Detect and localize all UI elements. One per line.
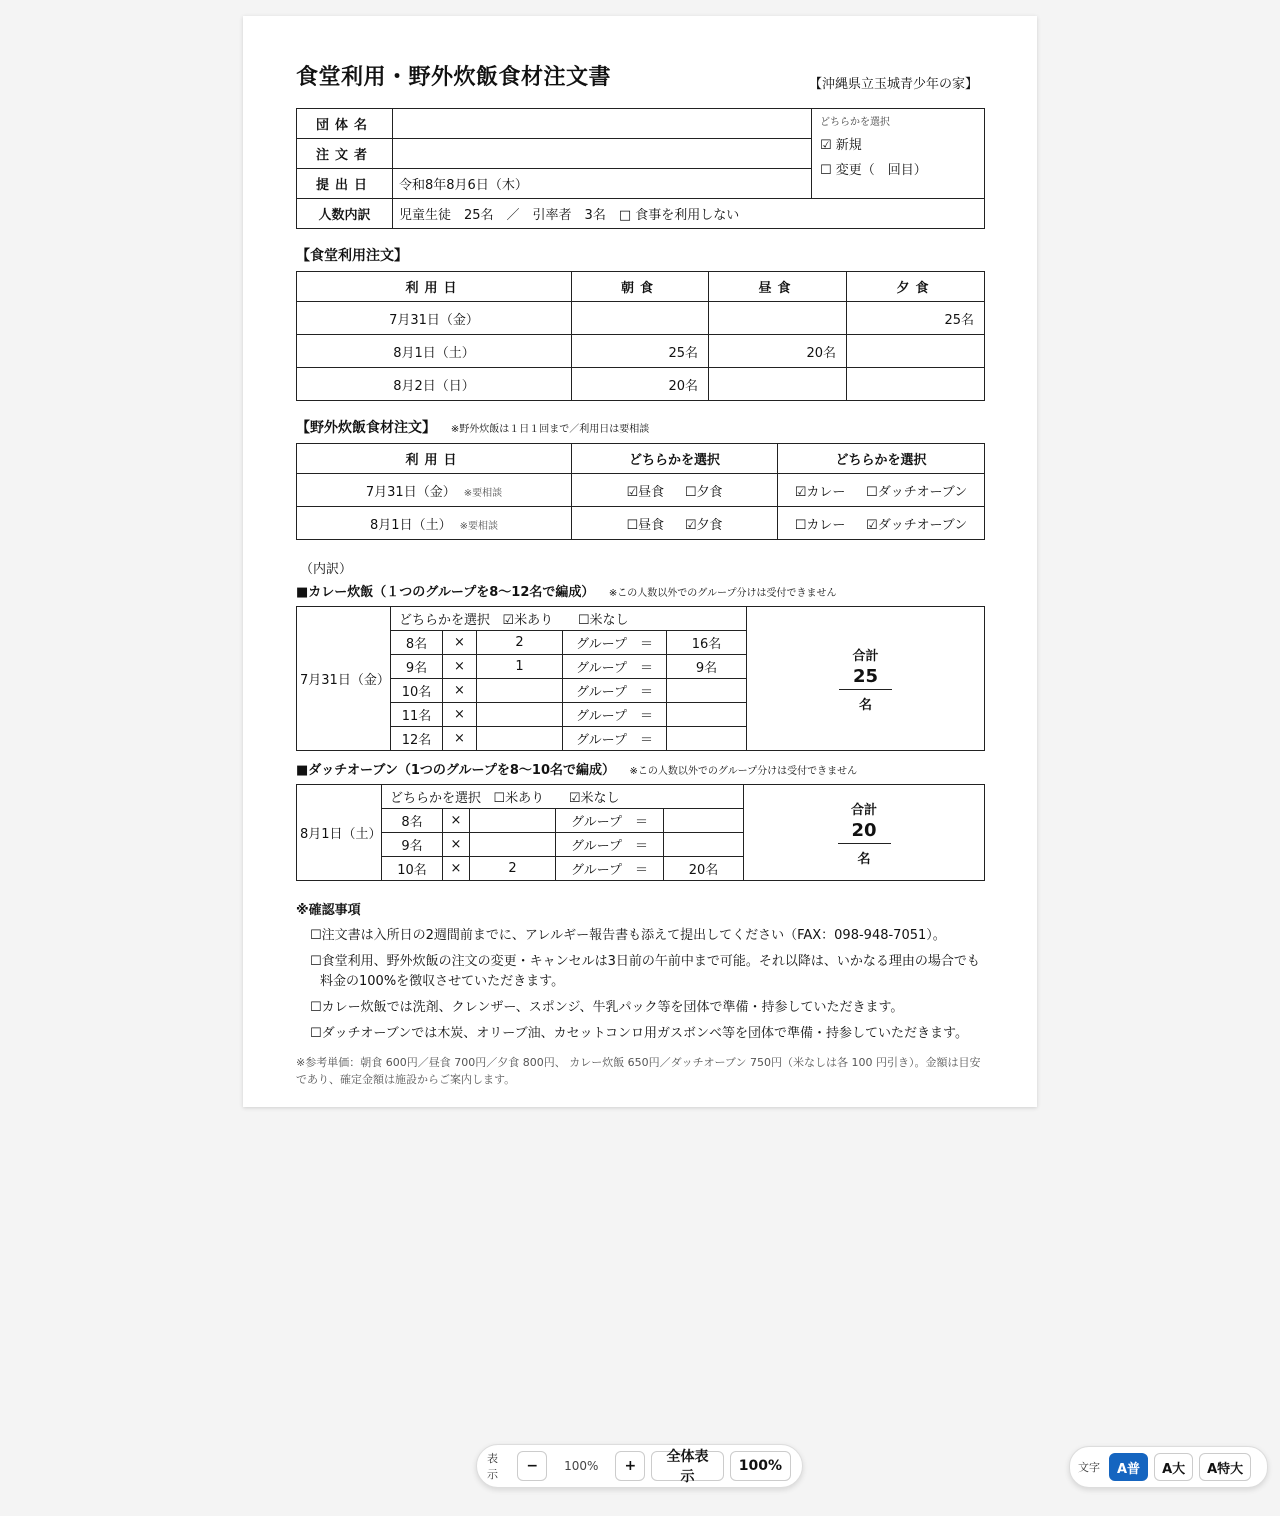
dutch-date: 8月1日（土） xyxy=(297,785,382,881)
group-result-cell[interactable] xyxy=(664,809,744,833)
outdoor-header-meal: どちらかを選択 xyxy=(572,444,778,474)
confirm-item: ☐ダッチオーブンでは木炭、オリーブ油、カセットコンロ用ガスボンベ等を団体で準備・持参していただきます。 xyxy=(310,1026,969,1041)
times-sign: × xyxy=(443,857,470,881)
group-name-label: 団体名 xyxy=(297,109,393,139)
font-label: 文字 xyxy=(1078,1461,1100,1474)
group-result-cell[interactable] xyxy=(667,703,747,727)
curry-date: 7月31日（金） xyxy=(297,607,391,751)
times-sign: × xyxy=(443,703,477,727)
group-result-cell[interactable]: 16名 xyxy=(667,631,747,655)
consult-note: ※要相談 xyxy=(463,487,503,499)
cafeteria-header-dinner: 夕食 xyxy=(847,272,985,302)
cafeteria-header-date: 利用日 xyxy=(297,272,572,302)
cafeteria-dinner-cell[interactable]: 25名 xyxy=(847,302,985,335)
curry-select-label: どちらかを選択 xyxy=(399,613,491,628)
view-toolbar xyxy=(476,1444,803,1488)
title-row xyxy=(296,60,984,108)
group-result-cell[interactable]: 20名 xyxy=(664,857,744,881)
curry-checkbox[interactable]: ☑カレー xyxy=(794,484,846,500)
view-label: 表示 xyxy=(487,1452,498,1481)
confirm-title: ※確認事項 xyxy=(296,903,361,918)
header-table xyxy=(296,108,985,229)
document-title: 食堂利用・野外炊飯食材注文書 xyxy=(296,65,612,90)
curry-checkbox[interactable]: ☐カレー xyxy=(794,517,846,533)
confirm-item: ☐注文書は入所日の2週間前までに、アレルギー報告書も添えて提出してください（FAX：098-948-7051）。 xyxy=(310,928,946,943)
group-size: 8名 xyxy=(391,631,443,655)
cafeteria-lunch-cell[interactable] xyxy=(709,368,847,401)
group-count-cell[interactable] xyxy=(477,679,563,703)
dutch-title-text: ■ダッチオーブン（1つのグループを8〜10名で編成） xyxy=(296,763,615,778)
submit-date-field[interactable]: 令和8年8月6日（木） xyxy=(393,169,812,199)
group-label: グループ ＝ xyxy=(563,655,667,679)
cafeteria-lunch-cell[interactable] xyxy=(709,302,847,335)
cafeteria-date: 8月1日（土） xyxy=(297,335,572,368)
font-size-toolbar xyxy=(1069,1446,1268,1488)
lunch-checkbox[interactable]: ☐昼食 xyxy=(626,517,665,533)
cafeteria-dinner-cell[interactable] xyxy=(847,368,985,401)
document-content xyxy=(296,60,984,1088)
table-row xyxy=(297,474,985,507)
group-count-cell[interactable] xyxy=(470,833,556,857)
cafeteria-table xyxy=(296,271,985,401)
group-result-cell[interactable] xyxy=(664,833,744,857)
group-label: グループ ＝ xyxy=(563,631,667,655)
outdoor-date-text: 8月1日（土） xyxy=(370,517,452,533)
orderer-field[interactable] xyxy=(393,139,812,169)
confirm-item-text: ☐食堂利用、野外炊飯の注文の変更・キャンセルは3日前の午前中まで可能。それ以降は、いかなる理由の場合でも xyxy=(310,954,980,969)
curry-title xyxy=(296,581,984,600)
group-size: 10名 xyxy=(391,679,443,703)
font-xlarge-button[interactable]: A特大 xyxy=(1199,1453,1251,1481)
outdoor-date xyxy=(297,474,572,507)
confirm-item: ☐カレー炊飯では洗剤、クレンザー、スポンジ、牛乳パック等を団体で準備・持参していただきます。 xyxy=(310,1000,904,1015)
cafeteria-date: 8月2日（日） xyxy=(297,368,572,401)
group-count-cell[interactable]: 2 xyxy=(470,857,556,881)
dutch-total-unit: 名 xyxy=(857,851,871,867)
dutch-rice-choice xyxy=(382,785,744,809)
times-sign: × xyxy=(443,679,477,703)
group-result-cell[interactable] xyxy=(667,727,747,751)
group-count-cell[interactable] xyxy=(477,727,563,751)
group-size: 8名 xyxy=(382,809,443,833)
document-page xyxy=(243,16,1037,1107)
group-size: 9名 xyxy=(382,833,443,857)
people-label: 人数内訳 xyxy=(297,199,393,229)
group-result-cell[interactable]: 9名 xyxy=(667,655,747,679)
table-row xyxy=(297,368,985,401)
dutch-total-label: 合計 xyxy=(851,802,878,818)
consult-note: ※要相談 xyxy=(459,520,498,532)
table-row xyxy=(297,302,985,335)
times-sign: × xyxy=(443,631,477,655)
curry-total xyxy=(747,607,985,751)
meal-choice xyxy=(572,507,778,540)
fit-all-button[interactable]: 全体表示 xyxy=(651,1451,724,1481)
dutch-total xyxy=(744,785,985,881)
curry-total-value: 25 xyxy=(839,664,892,690)
outdoor-date xyxy=(297,507,572,540)
meal-choice xyxy=(572,474,778,507)
group-label: グループ ＝ xyxy=(556,857,664,881)
curry-total-unit: 名 xyxy=(859,697,873,713)
group-count-cell[interactable] xyxy=(470,809,556,833)
zoom-out-button[interactable]: − xyxy=(517,1451,547,1481)
cafeteria-breakfast-cell[interactable]: 20名 xyxy=(572,368,709,401)
menu-choice xyxy=(778,474,985,507)
curry-rice-yes-checkbox[interactable]: ☑米あり xyxy=(502,613,554,628)
cafeteria-breakfast-cell[interactable] xyxy=(572,302,709,335)
curry-rice-choice xyxy=(391,607,747,631)
curry-note: ※この人数以外でのグループ分けは受付できません xyxy=(608,588,837,599)
outdoor-section-title xyxy=(296,417,984,437)
dutch-select-label: どちらかを選択 xyxy=(390,791,482,806)
orderer-label: 注文者 xyxy=(297,139,393,169)
group-count-cell[interactable]: 2 xyxy=(477,631,563,655)
group-size: 10名 xyxy=(382,857,443,881)
dutch-title xyxy=(296,759,984,778)
group-label: グループ ＝ xyxy=(563,703,667,727)
submit-date-label: 提出日 xyxy=(297,169,393,199)
group-count-cell[interactable] xyxy=(477,703,563,727)
facility-name: 【沖縄県立玉城青少年の家】 xyxy=(808,77,978,92)
cafeteria-dinner-cell[interactable] xyxy=(847,335,985,368)
group-label: グループ ＝ xyxy=(563,679,667,703)
outdoor-header-date: 利用日 xyxy=(297,444,572,474)
dinner-checkbox[interactable]: ☐夕食 xyxy=(684,484,723,500)
group-label: グループ ＝ xyxy=(556,833,664,857)
reference-price-note: ※参考単価：朝食 600円／昼食 700円／夕食 800円、 カレー炊飯 650円／ダッチオーブン 750円（米なしは各 100 円引き）。金額は目安であり、確定金額は施設からご案内します。 xyxy=(296,1056,981,1086)
outdoor-note: ※野外炊飯は１日１回まで／利用日は要相談 xyxy=(450,424,650,435)
cafeteria-header-lunch: 昼食 xyxy=(709,272,847,302)
confirm-item xyxy=(310,952,984,992)
dutch-rice-yes-checkbox[interactable]: ☐米あり xyxy=(493,791,545,806)
breakdown-label: （内訳） xyxy=(300,562,353,577)
choice-new-checkbox[interactable]: ☑ 新規 xyxy=(820,138,862,153)
times-sign: × xyxy=(443,655,477,679)
times-sign: × xyxy=(443,833,470,857)
choice-change-checkbox[interactable]: ☐ 変更（ 回目） xyxy=(820,163,927,178)
group-size: 9名 xyxy=(391,655,443,679)
curry-title-text: ■カレー炊飯（１つのグループを8〜12名で編成） xyxy=(296,585,595,600)
curry-total-label: 合計 xyxy=(852,648,879,664)
dutch-group-table xyxy=(296,784,985,881)
outdoor-header-menu: どちらかを選択 xyxy=(778,444,985,474)
times-sign: × xyxy=(443,727,477,751)
menu-choice xyxy=(778,507,985,540)
table-row xyxy=(297,507,985,540)
dutch-oven-checkbox[interactable]: ☐ダッチオーブン xyxy=(866,484,968,500)
dutch-note: ※この人数以外でのグループ分けは受付できません xyxy=(629,766,858,777)
curry-rice-no-checkbox[interactable]: ☐米なし xyxy=(577,613,629,628)
cafeteria-section-title: 【食堂利用注文】 xyxy=(296,248,408,264)
choice-title: どちらかを選択 xyxy=(820,117,890,128)
outdoor-date-text: 7月31日（金） xyxy=(365,484,456,500)
dinner-checkbox[interactable]: ☑夕食 xyxy=(684,517,723,533)
actual-size-button[interactable]: 100% xyxy=(730,1451,791,1481)
times-sign: × xyxy=(443,809,470,833)
group-size: 12名 xyxy=(391,727,443,751)
font-normal-button[interactable]: A普 xyxy=(1109,1453,1148,1481)
curry-group-table xyxy=(296,606,985,751)
group-count-cell[interactable]: 1 xyxy=(477,655,563,679)
cafeteria-lunch-cell[interactable]: 20名 xyxy=(709,335,847,368)
group-label: グループ ＝ xyxy=(563,727,667,751)
group-result-cell[interactable] xyxy=(667,679,747,703)
dutch-rice-no-checkbox[interactable]: ☑米なし xyxy=(568,791,620,806)
lunch-checkbox[interactable]: ☑昼食 xyxy=(626,484,665,500)
new-change-choice xyxy=(812,109,985,199)
font-large-button[interactable]: A大 xyxy=(1154,1453,1193,1481)
dutch-oven-checkbox[interactable]: ☑ダッチオーブン xyxy=(866,517,968,533)
group-size: 11名 xyxy=(391,703,443,727)
outdoor-title-text: 【野外炊飯食材注文】 xyxy=(296,420,436,436)
table-row xyxy=(297,335,985,368)
group-name-field[interactable] xyxy=(393,109,812,139)
zoom-level: 100% xyxy=(564,1459,599,1473)
cafeteria-breakfast-cell[interactable]: 25名 xyxy=(572,335,709,368)
confirm-item-continuation: 料金の100%を徴収させていただきます。 xyxy=(320,974,565,989)
group-label: グループ ＝ xyxy=(556,809,664,833)
cafeteria-date: 7月31日（金） xyxy=(297,302,572,335)
zoom-in-button[interactable]: + xyxy=(615,1451,645,1481)
outdoor-table xyxy=(296,443,985,540)
cafeteria-header-breakfast: 朝食 xyxy=(572,272,709,302)
people-field[interactable]: 児童生徒 25名 ／ 引率者 3名 □ 食事を利用しない xyxy=(393,199,985,229)
dutch-total-value: 20 xyxy=(838,818,891,844)
